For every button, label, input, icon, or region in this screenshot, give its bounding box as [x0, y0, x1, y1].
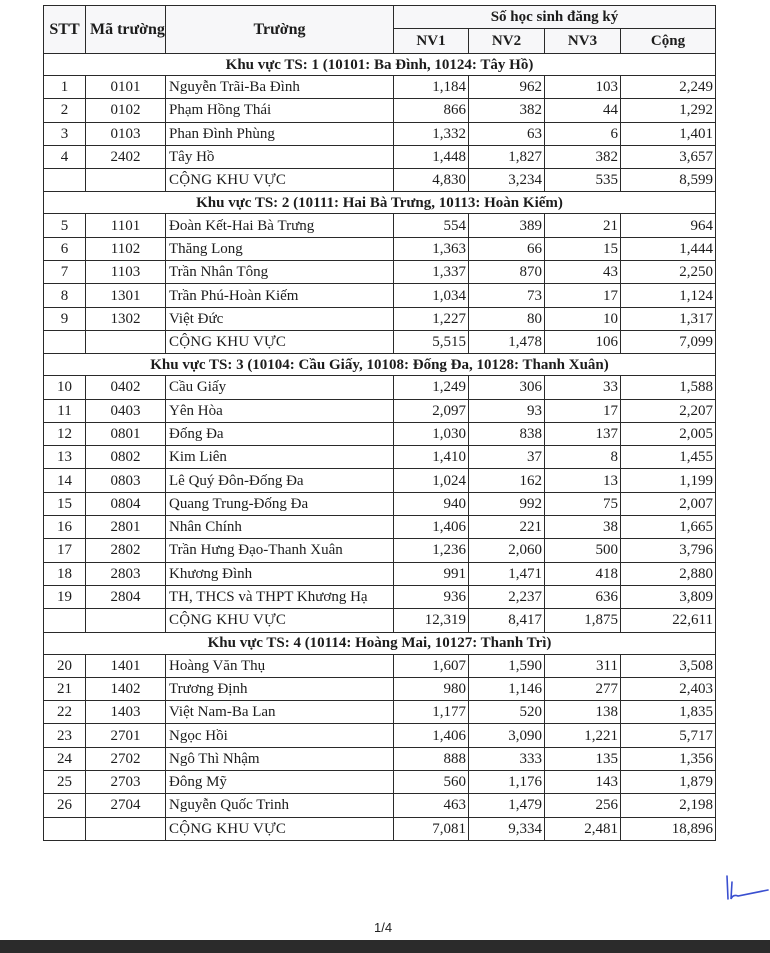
row-stt: 13 [44, 446, 86, 469]
row-school-name: Phạm Hồng Thái [166, 99, 394, 122]
row-school-code: 0403 [86, 399, 166, 422]
row-total: 1,124 [621, 284, 716, 307]
row-nv2: 63 [469, 122, 545, 145]
region-title: Khu vực TS: 1 (10101: Ba Đình, 10124: Tây Hồ) [44, 54, 716, 76]
row-total: 2,880 [621, 562, 716, 585]
row-nv2: 1,176 [469, 771, 545, 794]
row-stt: 7 [44, 261, 86, 284]
row-total: 1,317 [621, 307, 716, 330]
row-nv3: 1,221 [545, 724, 621, 747]
row-total: 2,250 [621, 261, 716, 284]
row-stt: 23 [44, 724, 86, 747]
row-school-code: 0802 [86, 446, 166, 469]
subtotal-nv1: 5,515 [394, 330, 469, 353]
row-school-code: 2704 [86, 794, 166, 817]
table-row [44, 422, 716, 445]
row-stt: 24 [44, 747, 86, 770]
row-nv1: 1,406 [394, 724, 469, 747]
row-school-name: Việt Nam-Ba Lan [166, 701, 394, 724]
row-school-code: 1401 [86, 654, 166, 677]
subtotal-code-empty [86, 330, 166, 353]
row-nv3: 43 [545, 261, 621, 284]
row-school-code: 0402 [86, 376, 166, 399]
subtotal-nv1: 7,081 [394, 817, 469, 840]
row-nv3: 6 [545, 122, 621, 145]
region-subtotal-row [44, 330, 716, 353]
row-nv1: 936 [394, 585, 469, 608]
region-title: Khu vực TS: 3 (10104: Cầu Giấy, 10108: Đống Đa, 10128: Thanh Xuân) [44, 354, 716, 376]
subtotal-nv3: 1,875 [545, 609, 621, 632]
row-stt: 5 [44, 214, 86, 237]
row-nv3: 143 [545, 771, 621, 794]
subtotal-nv2: 8,417 [469, 609, 545, 632]
row-nv1: 1,024 [394, 469, 469, 492]
header-nv3: NV3 [545, 29, 621, 54]
row-nv3: 8 [545, 446, 621, 469]
row-school-code: 1402 [86, 677, 166, 700]
row-nv2: 962 [469, 76, 545, 99]
table-row [44, 76, 716, 99]
row-nv2: 221 [469, 516, 545, 539]
row-nv2: 1,590 [469, 654, 545, 677]
table-row [44, 677, 716, 700]
table-row [44, 399, 716, 422]
row-school-code: 2804 [86, 585, 166, 608]
row-nv3: 38 [545, 516, 621, 539]
row-nv1: 2,097 [394, 399, 469, 422]
table-row [44, 469, 716, 492]
row-school-name: Nguyễn Quốc Trinh [166, 794, 394, 817]
table-row [44, 516, 716, 539]
row-nv3: 75 [545, 492, 621, 515]
subtotal-code-empty [86, 169, 166, 192]
row-school-name: Khương Đình [166, 562, 394, 585]
row-nv1: 554 [394, 214, 469, 237]
row-total: 3,508 [621, 654, 716, 677]
row-school-code: 2703 [86, 771, 166, 794]
row-nv3: 103 [545, 76, 621, 99]
region-header-row [44, 354, 716, 376]
table-row [44, 307, 716, 330]
table-row [44, 794, 716, 817]
row-nv3: 418 [545, 562, 621, 585]
row-nv2: 3,090 [469, 724, 545, 747]
row-nv3: 21 [545, 214, 621, 237]
table-row [44, 284, 716, 307]
row-stt: 4 [44, 145, 86, 168]
row-total: 2,249 [621, 76, 716, 99]
row-school-name: Trần Nhân Tông [166, 261, 394, 284]
row-nv1: 463 [394, 794, 469, 817]
row-total: 3,809 [621, 585, 716, 608]
table-row [44, 145, 716, 168]
subtotal-nv2: 1,478 [469, 330, 545, 353]
row-nv1: 940 [394, 492, 469, 515]
row-nv2: 870 [469, 261, 545, 284]
subtotal-stt-empty [44, 609, 86, 632]
row-nv3: 15 [545, 237, 621, 260]
row-nv3: 17 [545, 284, 621, 307]
row-nv1: 991 [394, 562, 469, 585]
row-school-name: Quang Trung-Đống Đa [166, 492, 394, 515]
row-school-code: 2402 [86, 145, 166, 168]
row-stt: 16 [44, 516, 86, 539]
subtotal-total: 22,611 [621, 609, 716, 632]
table-row [44, 376, 716, 399]
table-row [44, 122, 716, 145]
row-nv2: 1,471 [469, 562, 545, 585]
row-stt: 2 [44, 99, 86, 122]
row-stt: 22 [44, 701, 86, 724]
row-stt: 11 [44, 399, 86, 422]
subtotal-code-empty [86, 817, 166, 840]
row-nv1: 1,448 [394, 145, 469, 168]
row-nv3: 13 [545, 469, 621, 492]
row-total: 1,292 [621, 99, 716, 122]
row-school-name: TH, THCS và THPT Khương Hạ [166, 585, 394, 608]
row-school-name: Thăng Long [166, 237, 394, 260]
header-stt: STT [44, 6, 86, 54]
row-stt: 9 [44, 307, 86, 330]
row-school-name: Cầu Giấy [166, 376, 394, 399]
region-header-row [44, 632, 716, 654]
row-school-code: 0804 [86, 492, 166, 515]
row-nv2: 838 [469, 422, 545, 445]
table-row [44, 724, 716, 747]
row-school-code: 0103 [86, 122, 166, 145]
region-subtotal-row [44, 169, 716, 192]
row-nv1: 1,337 [394, 261, 469, 284]
row-total: 2,207 [621, 399, 716, 422]
table-row [44, 214, 716, 237]
row-nv2: 1,479 [469, 794, 545, 817]
row-total: 964 [621, 214, 716, 237]
row-total: 1,199 [621, 469, 716, 492]
row-nv3: 636 [545, 585, 621, 608]
row-nv2: 66 [469, 237, 545, 260]
row-nv3: 44 [545, 99, 621, 122]
region-subtotal-row [44, 609, 716, 632]
row-nv2: 1,146 [469, 677, 545, 700]
row-total: 1,665 [621, 516, 716, 539]
header-school-code: Mã trường [86, 6, 166, 54]
row-school-code: 2701 [86, 724, 166, 747]
row-stt: 10 [44, 376, 86, 399]
row-school-code: 1403 [86, 701, 166, 724]
row-nv1: 1,406 [394, 516, 469, 539]
row-school-code: 0803 [86, 469, 166, 492]
subtotal-stt-empty [44, 817, 86, 840]
row-school-code: 2702 [86, 747, 166, 770]
row-school-name: Đống Đa [166, 422, 394, 445]
row-school-name: Kim Liên [166, 446, 394, 469]
region-header-row [44, 192, 716, 214]
row-nv3: 17 [545, 399, 621, 422]
row-school-code: 1302 [86, 307, 166, 330]
row-nv2: 1,827 [469, 145, 545, 168]
row-total: 2,007 [621, 492, 716, 515]
table-body [44, 54, 716, 841]
subtotal-total: 18,896 [621, 817, 716, 840]
row-school-name: Tây Hồ [166, 145, 394, 168]
subtotal-stt-empty [44, 169, 86, 192]
subtotal-total: 7,099 [621, 330, 716, 353]
subtotal-stt-empty [44, 330, 86, 353]
row-school-code: 0101 [86, 76, 166, 99]
table-row [44, 747, 716, 770]
row-stt: 19 [44, 585, 86, 608]
row-school-name: Ngô Thì Nhậm [166, 747, 394, 770]
row-school-code: 1301 [86, 284, 166, 307]
row-nv2: 2,060 [469, 539, 545, 562]
row-total: 1,455 [621, 446, 716, 469]
header-total: Cộng [621, 29, 716, 54]
row-nv3: 311 [545, 654, 621, 677]
table-row [44, 446, 716, 469]
row-nv3: 135 [545, 747, 621, 770]
row-nv1: 1,034 [394, 284, 469, 307]
row-stt: 18 [44, 562, 86, 585]
subtotal-label: CỘNG KHU VỰC [166, 817, 394, 840]
row-nv2: 306 [469, 376, 545, 399]
row-nv2: 162 [469, 469, 545, 492]
row-stt: 15 [44, 492, 86, 515]
row-school-code: 0801 [86, 422, 166, 445]
row-stt: 14 [44, 469, 86, 492]
row-nv1: 1,177 [394, 701, 469, 724]
row-nv2: 2,237 [469, 585, 545, 608]
subtotal-code-empty [86, 609, 166, 632]
row-school-name: Việt Đức [166, 307, 394, 330]
subtotal-nv3: 535 [545, 169, 621, 192]
table-header [44, 6, 716, 54]
row-school-code: 0102 [86, 99, 166, 122]
row-total: 2,403 [621, 677, 716, 700]
subtotal-nv2: 9,334 [469, 817, 545, 840]
subtotal-nv3: 2,481 [545, 817, 621, 840]
row-total: 2,198 [621, 794, 716, 817]
row-total: 1,835 [621, 701, 716, 724]
row-nv2: 73 [469, 284, 545, 307]
row-stt: 12 [44, 422, 86, 445]
row-school-name: Nhân Chính [166, 516, 394, 539]
row-total: 3,657 [621, 145, 716, 168]
row-school-name: Lê Quý Đôn-Đống Đa [166, 469, 394, 492]
row-nv2: 93 [469, 399, 545, 422]
row-stt: 6 [44, 237, 86, 260]
row-school-code: 1101 [86, 214, 166, 237]
row-school-code: 1103 [86, 261, 166, 284]
row-school-name: Trần Hưng Đạo-Thanh Xuân [166, 539, 394, 562]
row-total: 1,356 [621, 747, 716, 770]
row-nv3: 137 [545, 422, 621, 445]
row-total: 5,717 [621, 724, 716, 747]
subtotal-total: 8,599 [621, 169, 716, 192]
region-subtotal-row [44, 817, 716, 840]
row-nv3: 33 [545, 376, 621, 399]
subtotal-label: CỘNG KHU VỰC [166, 169, 394, 192]
row-school-name: Đông Mỹ [166, 771, 394, 794]
row-nv1: 1,227 [394, 307, 469, 330]
table-row [44, 237, 716, 260]
row-school-code: 2802 [86, 539, 166, 562]
row-school-code: 2803 [86, 562, 166, 585]
row-stt: 26 [44, 794, 86, 817]
row-nv1: 1,363 [394, 237, 469, 260]
row-total: 2,005 [621, 422, 716, 445]
row-nv1: 1,236 [394, 539, 469, 562]
row-school-name: Nguyễn Trãi-Ba Đình [166, 76, 394, 99]
row-nv2: 80 [469, 307, 545, 330]
row-nv3: 138 [545, 701, 621, 724]
row-nv2: 389 [469, 214, 545, 237]
row-school-name: Hoàng Văn Thụ [166, 654, 394, 677]
page-number: 1/4 [374, 920, 393, 935]
registration-table [43, 5, 716, 841]
row-total: 1,401 [621, 122, 716, 145]
table-row [44, 539, 716, 562]
row-nv1: 1,410 [394, 446, 469, 469]
row-school-name: Trương Định [166, 677, 394, 700]
row-stt: 17 [44, 539, 86, 562]
row-nv2: 37 [469, 446, 545, 469]
row-nv2: 992 [469, 492, 545, 515]
row-total: 1,879 [621, 771, 716, 794]
header-nv2: NV2 [469, 29, 545, 54]
subtotal-nv1: 12,319 [394, 609, 469, 632]
region-title: Khu vực TS: 4 (10114: Hoàng Mai, 10127: Thanh Trì) [44, 632, 716, 654]
row-nv2: 333 [469, 747, 545, 770]
row-nv3: 382 [545, 145, 621, 168]
row-nv1: 866 [394, 99, 469, 122]
row-nv1: 560 [394, 771, 469, 794]
subtotal-label: CỘNG KHU VỰC [166, 330, 394, 353]
table-row [44, 654, 716, 677]
row-stt: 20 [44, 654, 86, 677]
row-total: 3,796 [621, 539, 716, 562]
row-nv1: 1,249 [394, 376, 469, 399]
row-nv1: 888 [394, 747, 469, 770]
row-nv3: 10 [545, 307, 621, 330]
row-nv2: 520 [469, 701, 545, 724]
row-stt: 1 [44, 76, 86, 99]
bottom-bar [0, 940, 770, 953]
row-stt: 25 [44, 771, 86, 794]
header-group-registered: Số học sinh đăng ký [394, 6, 716, 29]
row-nv3: 277 [545, 677, 621, 700]
signature-mark-icon [724, 872, 770, 902]
row-school-name: Yên Hòa [166, 399, 394, 422]
table-row [44, 701, 716, 724]
header-nv1: NV1 [394, 29, 469, 54]
row-total: 1,588 [621, 376, 716, 399]
row-school-name: Ngọc Hồi [166, 724, 394, 747]
row-stt: 21 [44, 677, 86, 700]
subtotal-nv2: 3,234 [469, 169, 545, 192]
row-school-name: Đoàn Kết-Hai Bà Trưng [166, 214, 394, 237]
region-title: Khu vực TS: 2 (10111: Hai Bà Trưng, 10113: Hoàn Kiếm) [44, 192, 716, 214]
subtotal-nv3: 106 [545, 330, 621, 353]
table-row [44, 562, 716, 585]
row-nv1: 980 [394, 677, 469, 700]
header-school: Trường [166, 6, 394, 54]
row-nv1: 1,332 [394, 122, 469, 145]
row-school-name: Trần Phú-Hoàn Kiếm [166, 284, 394, 307]
table-row [44, 585, 716, 608]
table-row [44, 771, 716, 794]
table-row [44, 99, 716, 122]
row-nv1: 1,184 [394, 76, 469, 99]
row-school-code: 1102 [86, 237, 166, 260]
row-stt: 8 [44, 284, 86, 307]
row-nv3: 256 [545, 794, 621, 817]
row-school-code: 2801 [86, 516, 166, 539]
row-total: 1,444 [621, 237, 716, 260]
table-row [44, 492, 716, 515]
row-nv3: 500 [545, 539, 621, 562]
row-nv2: 382 [469, 99, 545, 122]
row-school-name: Phan Đình Phùng [166, 122, 394, 145]
region-header-row [44, 54, 716, 76]
table-row [44, 261, 716, 284]
row-stt: 3 [44, 122, 86, 145]
subtotal-nv1: 4,830 [394, 169, 469, 192]
row-nv1: 1,030 [394, 422, 469, 445]
row-nv1: 1,607 [394, 654, 469, 677]
subtotal-label: CỘNG KHU VỰC [166, 609, 394, 632]
